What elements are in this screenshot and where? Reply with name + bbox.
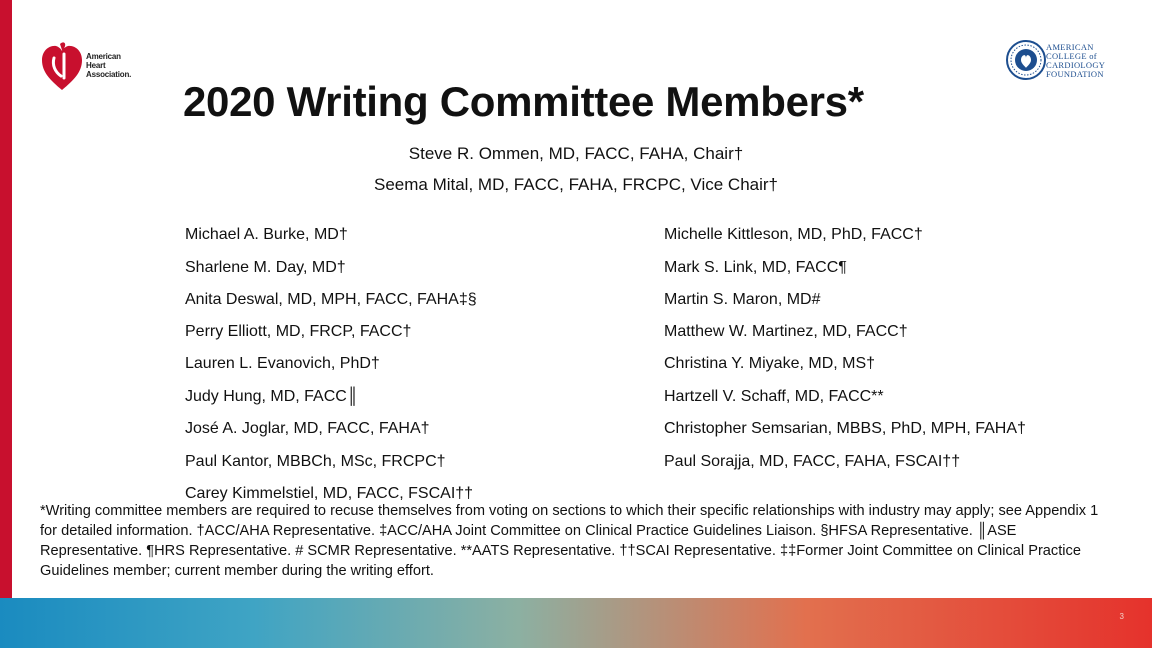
bottom-gradient-band — [0, 598, 1152, 648]
member-left-5: Lauren L. Evanovich, PhD† — [185, 355, 380, 372]
member-right-6: Hartzell V. Schaff, MD, FACC** — [664, 388, 884, 405]
aha-logo-line3: Association. — [86, 70, 132, 79]
aha-logo-line2: Heart — [86, 61, 106, 70]
acc-logo-line3: CARDIOLOGY — [1046, 60, 1106, 70]
member-right-7: Christopher Semsarian, MBBS, PhD, MPH, FAHA† — [664, 420, 1026, 437]
aha-logo — [40, 38, 150, 94]
slide-title: 2020 Writing Committee Members* — [183, 78, 864, 125]
member-right-3: Martin S. Maron, MD# — [664, 291, 821, 308]
acc-logo-line1: AMERICAN — [1046, 42, 1094, 52]
member-right-2: Mark S. Link, MD, FACC¶ — [664, 259, 847, 276]
member-left-9: Carey Kimmelstiel, MD, FACC, FSCAI†† — [185, 485, 474, 502]
acc-logo — [1006, 40, 1116, 82]
footnote: *Writing committee members are required to recuse themselves from voting on sections to which their specific relationships with industry may apply; see Appendix 1 for detailed information. †ACC/AHA Representative. ‡ACC/AHA Joint Committee on Clinical Practice Guidelines Liaison. §HFSA Representative. ║ASE Representative. ¶HRS Representative. # SCMR Representative. **AATS Representative. ††SCAI Representative. ‡‡Former Joint Committee on Clinical Practice Guidelines member; current member during the writing effort. — [40, 503, 1099, 579]
member-right-4: Matthew W. Martinez, MD, FACC† — [664, 323, 908, 340]
member-left-2: Sharlene M. Day, MD† — [185, 259, 346, 276]
member-left-7: José A. Joglar, MD, FACC, FAHA† — [185, 420, 430, 437]
member-left-1: Michael A. Burke, MD† — [185, 226, 348, 243]
member-left-8: Paul Kantor, MBBCh, MSc, FRCPC† — [185, 453, 446, 470]
heart-torch-icon — [40, 38, 84, 94]
member-right-1: Michelle Kittleson, MD, PhD, FACC† — [664, 226, 923, 243]
chair-name: Steve R. Ommen, MD, FACC, FAHA, Chair† — [408, 144, 744, 163]
member-right-5: Christina Y. Miyake, MD, MS† — [664, 355, 876, 372]
left-accent-bar — [0, 0, 12, 598]
aha-logo-line1: American — [86, 52, 121, 61]
vice-chair-name: Seema Mital, MD, FACC, FAHA, FRCPC, Vice Chair† — [373, 175, 778, 194]
acc-logo-line4: FOUNDATION — [1046, 69, 1104, 79]
page-number: 3 — [1119, 612, 1124, 621]
member-left-3: Anita Deswal, MD, MPH, FACC, FAHA‡§ — [185, 291, 477, 308]
member-left-4: Perry Elliott, MD, FRCP, FACC† — [185, 323, 412, 340]
member-right-8: Paul Sorajja, MD, FACC, FAHA, FSCAI†† — [664, 453, 961, 470]
member-left-6: Judy Hung, MD, FACC║ — [185, 388, 359, 405]
acc-seal-icon — [1006, 40, 1046, 80]
acc-logo-line2: COLLEGE of — [1046, 51, 1097, 61]
